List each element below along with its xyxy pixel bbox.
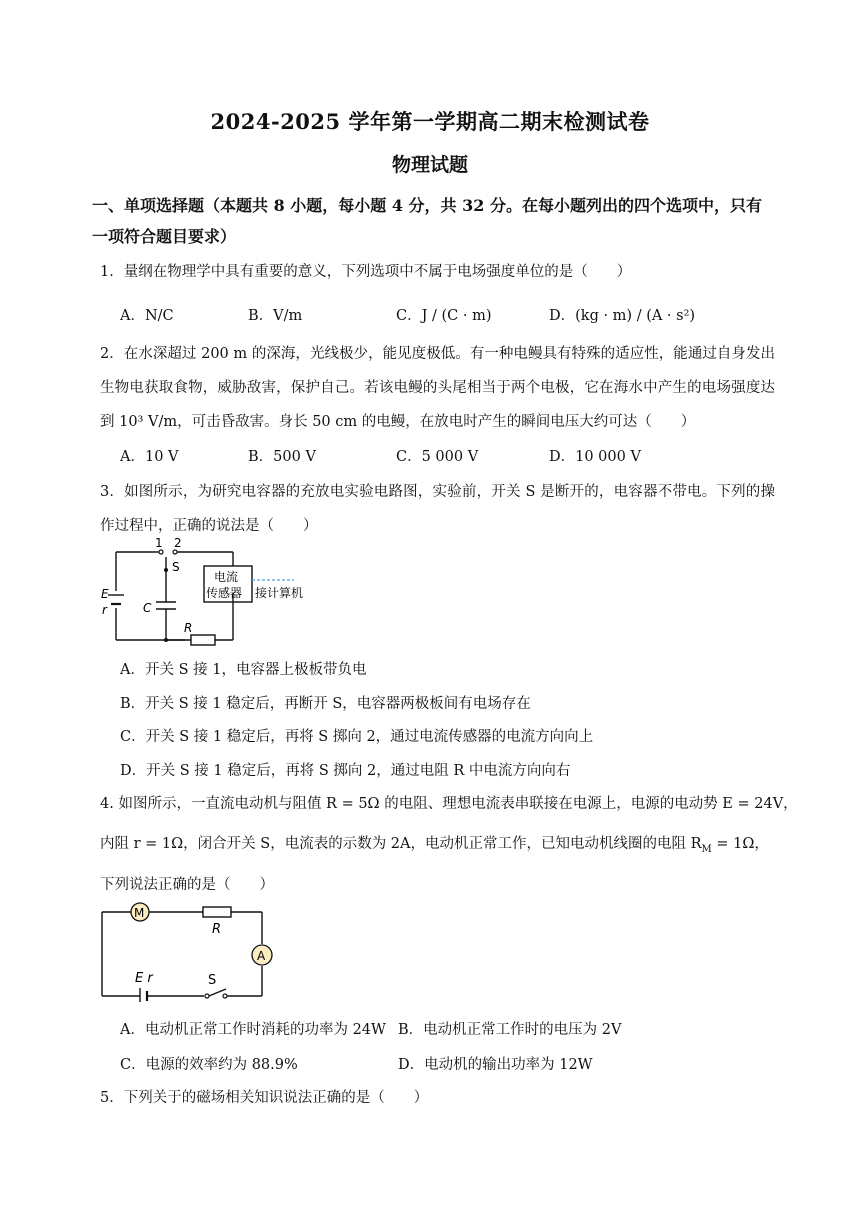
- question-2-option-c: C．5 000 V: [396, 449, 479, 465]
- capacitor-circuit-diagram: [98, 536, 328, 652]
- motor-label: M: [134, 906, 145, 920]
- ammeter-label: A: [257, 949, 266, 963]
- question-1-option-c: C．J / (C · m): [396, 308, 492, 324]
- switch-terminal-1-label: 1: [155, 536, 163, 550]
- question-4-option-d: D．电动机的输出功率为 12W: [398, 1057, 593, 1073]
- sensor-label-line2: 传感器: [206, 586, 243, 600]
- switch-label: S: [208, 973, 217, 988]
- question-1-option-b: B．V/m: [248, 308, 303, 324]
- switch-terminal-2-label: 2: [174, 536, 182, 550]
- capacitor-label: C: [143, 601, 152, 615]
- question-4-line2: 内阻 r = 1Ω，闭合开关 S，电流表的示数为 2A，电动机正常工作，已知电动机线圈的电阻 $R_M = 1\Omega$，: [100, 836, 769, 855]
- question-4-line3: 下列说法正确的是（ ）: [100, 877, 274, 893]
- question-1-option-a: A．N/C: [120, 308, 174, 324]
- question-3-option-c: C．开关 S 接 1 稳定后，再将 S 掷向 2，通过电流传感器的电流方向向上: [120, 729, 594, 745]
- question-4-line1: 4. 如图所示，一直流电动机与阻值 R = 5Ω 的电阻、理想电流表串联接在电源上，电源的电动势 E = 24V，: [100, 796, 798, 812]
- section-heading: 一、单项选择题（本题共 8 小题，每小题 4 分，共 32 分。在每小题列出的四个选项中，只有一项符合题目要求）: [92, 196, 762, 246]
- question-3-option-d: D．开关 S 接 1 稳定后，再将 S 掷向 2，通过电阻 R 中电流方向向右: [120, 763, 571, 779]
- question-5-stem: 5．下列关于的磁场相关知识说法正确的是（ ）: [100, 1090, 429, 1106]
- exam-subtitle: 物理试题: [391, 154, 468, 176]
- question-4-option-c: C．电源的效率约为 88.9%: [120, 1057, 298, 1073]
- exam-title: 2024-2025 学年第一学期高二期末检测试卷: [210, 109, 650, 134]
- question-3-option-a: A．开关 S 接 1，电容器上极板带负电: [120, 662, 367, 678]
- question-3-stem: 3．如图所示，为研究电容器的充放电实验电路图，实验前，开关 S 是断开的，电容器不带电。下列的操作过程中，正确的说法是（ ）: [100, 484, 775, 534]
- question-1-option-d: D．(kg · m) / (A · s²): [549, 308, 696, 324]
- sensor-label-line1: 电流: [214, 570, 239, 584]
- emf-label: E: [101, 587, 109, 601]
- question-2-stem: 2．在水深超过 200 m 的深海，光线极少，能见度极低。有一种电鳗具有特殊的适应性，能通过自身发出生物电获取食物，威胁敌害，保护自己。若该电鳗的头尾相当于两个电极，它在海水中产生的电场强度达到 10³ V/m，可击昏敌害。身长 50 cm 的电鳗，在放电时产生的瞬间电压大约可达（ ）: [100, 346, 775, 430]
- motor-circuit-diagram: [98, 900, 278, 1002]
- question-2-option-d: D．10 000 V: [549, 449, 641, 465]
- resistor-label: R: [184, 621, 193, 635]
- question-2-option-a: A．10 V: [120, 449, 179, 465]
- switch-label: S: [172, 560, 180, 574]
- question-4-option-a: A．电动机正常工作时消耗的功率为 24W: [120, 1022, 386, 1038]
- question-2-option-b: B．500 V: [248, 449, 316, 465]
- battery-label: E r: [135, 971, 153, 986]
- resistor-label: R: [212, 922, 222, 937]
- computer-label: 接计算机: [255, 586, 304, 600]
- question-1-stem: 1．量纲在物理学中具有重要的意义，下列选项中不属于电场强度单位的是（ ）: [100, 264, 632, 280]
- question-3-option-b: B．开关 S 接 1 稳定后，再断开 S，电容器两极板间有电场存在: [120, 696, 531, 712]
- internal-resistance-label: r: [102, 603, 107, 617]
- question-4-option-b: B．电动机正常工作时的电压为 2V: [398, 1022, 622, 1038]
